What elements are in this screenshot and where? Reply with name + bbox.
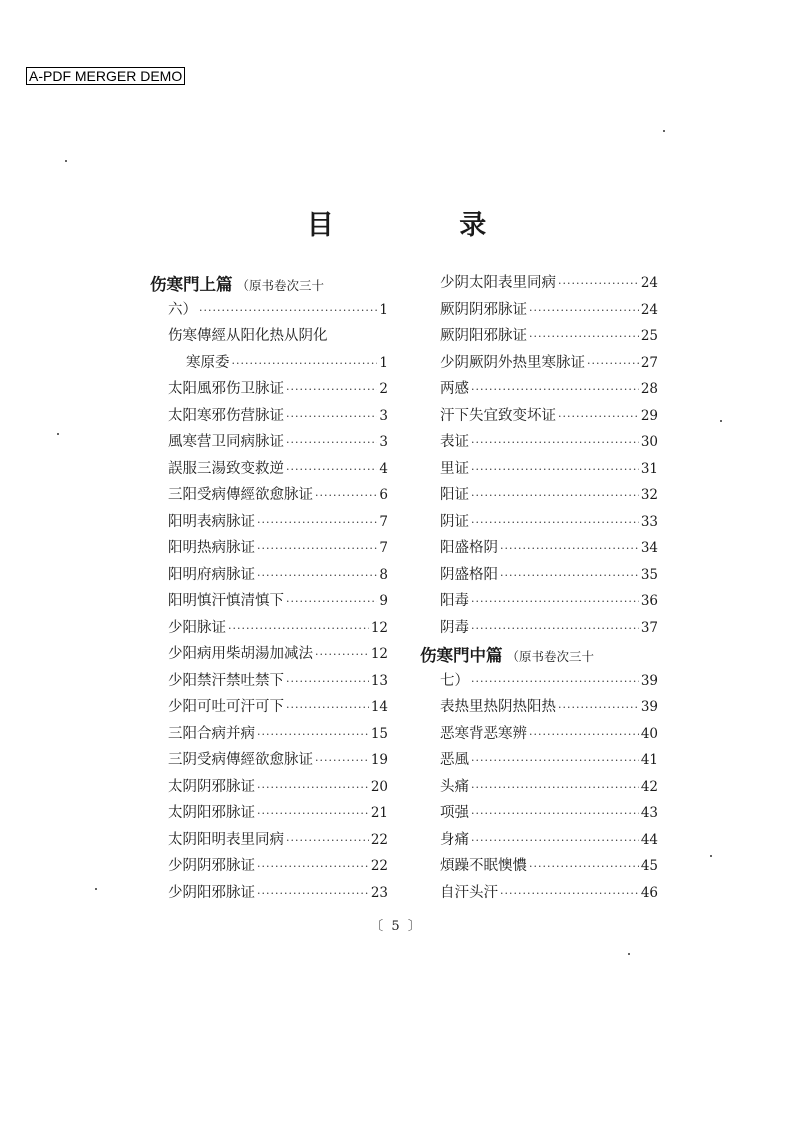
toc-leader-dots [471,489,639,502]
toc-leader-dots [286,701,369,714]
toc-entry [420,404,658,431]
toc-entry-title: 少阴厥阴外热里寒脉证 [440,354,585,371]
toc-entry-page: 21 [370,805,388,821]
toc-entry-title: 風寒营卫同病脉证 [168,434,284,450]
toc-entry-title: 三阴受病傳經欲愈脉证 [168,752,313,768]
toc-leader-dots [529,860,639,873]
toc-leader-dots [558,701,639,714]
toc-entry-page: 13 [370,672,388,689]
toc-entry-title: 里证 [440,460,469,477]
toc-entry-title: 伤寒門上篇 （原书卷次三十 [150,275,325,294]
toc-entry-page: 44 [640,831,658,848]
toc-entry-title: 头痛 [440,778,469,795]
toc-leader-dots [529,728,639,741]
toc-entry [420,351,658,378]
toc-entry-page: 1 [379,354,388,371]
toc-leader-dots [286,595,377,608]
toc-entry [420,616,658,643]
toc-entry-page: 3 [379,407,388,424]
toc-leader-dots [500,569,639,582]
toc-entry-title: 三阳受病傳經欲愈脉证 [168,487,313,503]
toc-entry [420,377,658,404]
toc-entry-title: 寒原委 [186,354,230,371]
toc-leader-dots [471,807,639,820]
toc-entry-title: 阳盛格阴 [440,540,498,556]
toc-entry [420,457,658,484]
toc-entry-page: 7 [379,540,388,556]
toc-entry [420,642,658,669]
toc-entry [150,563,388,590]
toc-entry-page: 31 [640,460,658,477]
toc-entry-title: 少阳可吐可汗可下 [168,699,284,715]
toc-leader-dots [471,834,639,847]
toc-entry [150,642,388,669]
toc-leader-dots [471,383,639,396]
toc-entry-title: 表证 [440,434,469,450]
toc-entry-page: 20 [370,778,388,795]
toc-entry-page: 4 [379,460,388,477]
toc-entry-page: 40 [640,725,658,742]
toc-entry-page: 29 [640,407,658,424]
toc-leader-dots [286,436,377,449]
toc-leader-dots [232,357,378,370]
toc-entry-page: 35 [640,566,658,583]
toc-entry-page: 14 [370,699,388,715]
toc-entry-title: 阳明慎汗慎清慎下 [168,593,284,609]
toc-leader-dots [315,489,377,502]
scan-speck [57,433,59,435]
toc-entry-title: 阳明表病脉证 [168,513,255,530]
toc-leader-dots [315,648,369,661]
toc-entry [150,404,388,431]
toc-entry-title: 少阴阴邪脉证 [168,858,255,874]
toc-entry-page: 9 [379,593,388,609]
toc-entry [150,722,388,749]
page-number: 〔 5 〕 [370,919,423,934]
toc-entry-page: 25 [640,328,658,344]
scan-speck [720,420,722,422]
toc-entry-page: 27 [640,354,658,371]
toc-leader-dots [471,516,639,529]
toc-leader-dots [286,383,377,396]
toc-entry-page: 23 [370,884,388,901]
toc-entry [150,457,388,484]
toc-entry [150,298,388,325]
toc-entry-page: 46 [640,884,658,901]
toc-entry-page: 45 [640,858,658,874]
toc-entry-page: 42 [640,778,658,795]
toc-entry [420,430,658,457]
toc-leader-dots [257,516,377,529]
toc-entry-page: 2 [379,381,388,397]
toc-entry [420,801,658,828]
toc-entry [420,854,658,881]
toc-entry [150,801,388,828]
toc-entry-title: 项强 [440,805,469,821]
toc-entry-title: 恶寒背恶寒辨 [440,725,527,742]
toc-entry-title: 七） [440,672,469,689]
toc-entry-title: 阳毒 [440,593,469,609]
toc-leader-dots [286,463,377,476]
toc-entry [420,828,658,855]
toc-leader-dots [257,728,369,741]
toc-entry-page: 39 [640,699,658,715]
toc-entry [150,324,388,351]
toc-entry-page: 34 [640,540,658,556]
toc-entry [150,616,388,643]
toc-leader-dots [286,410,377,423]
toc-entry [150,377,388,404]
toc-entry [420,669,658,696]
toc-leader-dots [286,834,369,847]
toc-left-column [150,271,388,907]
toc-leader-dots [471,781,639,794]
toc-entry-page: 7 [379,513,388,530]
toc-entry-title: 阴证 [440,513,469,530]
toc-leader-dots [257,807,369,820]
toc-entry-page: 3 [379,434,388,450]
toc-entry-note: （原书卷次三十 [236,278,325,293]
toc-entry-title: 太阴阳明表里同病 [168,831,284,848]
toc-entry-title: 太阴阴邪脉证 [168,778,255,795]
toc-leader-dots [471,595,639,608]
toc-entry-title: 太阳風邪伤卫脉证 [168,381,284,397]
toc-entry-page: 39 [640,672,658,689]
toc-leader-dots [500,887,639,900]
toc-leader-dots [286,675,369,688]
toc-entry [420,483,658,510]
toc-entry-title: 少阴太阳表里同病 [440,275,556,291]
toc-entry-title: 两感 [440,381,469,397]
toc-entry [150,881,388,908]
toc-entry [150,510,388,537]
toc-entry [420,324,658,351]
toc-entry-page: 41 [640,752,658,768]
toc-entry-page: 22 [370,831,388,848]
toc-entry-title: 阳证 [440,487,469,503]
toc-entry-page: 43 [640,805,658,821]
toc-entry-page: 24 [640,275,658,291]
toc-entry-title: 厥阴阳邪脉证 [440,328,527,344]
toc-entry-title: 恶風 [440,752,469,768]
toc-leader-dots [257,542,377,555]
toc-leader-dots [315,754,369,767]
toc-leader-dots [529,330,639,343]
toc-entry-title: 表热里热阴热阳热 [440,699,556,715]
page-title: 目 录 [306,210,545,241]
watermark-label: A-PDF MERGER DEMO [26,67,185,85]
toc-entry [150,351,388,378]
toc-entry [420,563,658,590]
toc-entry [420,881,658,908]
toc-entry [150,854,388,881]
toc-entry-note: （原书卷次三十 [506,649,595,664]
toc-entry-title: 阳明热病脉证 [168,540,255,556]
toc-entry-page: 19 [370,752,388,768]
toc-entry-title: 伤寒傳經从阳化热从阴化 [168,328,328,344]
scan-speck [663,130,665,132]
toc-entry-title: 伤寒門中篇 （原书卷次三十 [420,646,595,665]
toc-entry-page: 36 [640,593,658,609]
toc-entry [150,775,388,802]
toc-leader-dots [471,436,639,449]
toc-leader-dots [228,622,369,635]
toc-leader-dots [558,277,639,290]
toc-leader-dots [471,754,639,767]
toc-entry-page: 6 [379,487,388,503]
toc-entry [150,828,388,855]
scan-speck [65,160,67,162]
toc-entry [150,483,388,510]
toc-entry [150,669,388,696]
toc-entry-title: 太阴阳邪脉证 [168,805,255,821]
scan-speck [628,953,630,955]
toc-entry [420,722,658,749]
scan-speck [95,888,97,890]
toc-leader-dots [471,675,639,688]
toc-entry-title: 少阳病用柴胡湯加减法 [168,646,313,662]
toc-entry [150,536,388,563]
toc-entry [150,589,388,616]
toc-entry-page: 30 [640,434,658,450]
toc-leader-dots [257,569,377,582]
toc-leader-dots [471,622,639,635]
toc-entry-page: 33 [640,513,658,530]
toc-entry-title: 汗下失宜致变坏证 [440,407,556,424]
toc-leader-dots [199,304,377,317]
toc-entry-title: 六） [168,301,197,318]
toc-entry-page: 32 [640,487,658,503]
toc-entry-title: 少阳脉证 [168,619,226,636]
toc-entry [420,271,658,298]
toc-right-column [420,271,658,907]
toc-entry-title: 厥阴阴邪脉证 [440,301,527,318]
toc-leader-dots [471,463,639,476]
toc-entry [420,589,658,616]
toc-entry-title: 阳明府病脉证 [168,566,255,583]
toc-entry-page: 12 [370,619,388,636]
toc-entry-title: 煩躁不眠懊憹 [440,858,527,874]
toc-entry-page: 22 [370,858,388,874]
toc-entry-page: 24 [640,301,658,318]
toc-entry [150,430,388,457]
toc-leader-dots [529,304,639,317]
toc-leader-dots [558,410,639,423]
toc-entry-title: 誤服三湯致变救逆 [168,460,284,477]
toc-entry-page: 1 [379,301,388,318]
toc-entry-page: 12 [370,646,388,662]
toc-entry [420,536,658,563]
toc-entry-title: 阴毒 [440,619,469,636]
toc-entry-title: 太阳寒邪伤营脉证 [168,407,284,424]
toc-entry [420,298,658,325]
toc-entry-page: 15 [370,725,388,742]
toc-entry-page: 28 [640,381,658,397]
toc-entry-title: 三阳合病并病 [168,725,255,742]
toc-entry [150,695,388,722]
toc-entry-title: 阴盛格阳 [440,566,498,583]
toc-entry-title: 少阴阳邪脉证 [168,884,255,901]
toc-entry-title: 自汗头汗 [440,884,498,901]
toc-entry-page: 37 [640,619,658,636]
scan-speck [710,855,712,857]
toc-leader-dots [257,781,369,794]
toc-leader-dots [587,357,639,370]
toc-entry [150,748,388,775]
toc-entry [420,695,658,722]
toc-entry [420,775,658,802]
toc-entry-title: 少阳禁汗禁吐禁下 [168,672,284,689]
toc-leader-dots [257,860,369,873]
toc-entry [420,748,658,775]
toc-entry-title: 身痛 [440,831,469,848]
toc-leader-dots [257,887,369,900]
toc-entry-page: 8 [379,566,388,583]
toc-entry [420,510,658,537]
toc-entry [150,271,388,298]
toc-leader-dots [500,542,639,555]
